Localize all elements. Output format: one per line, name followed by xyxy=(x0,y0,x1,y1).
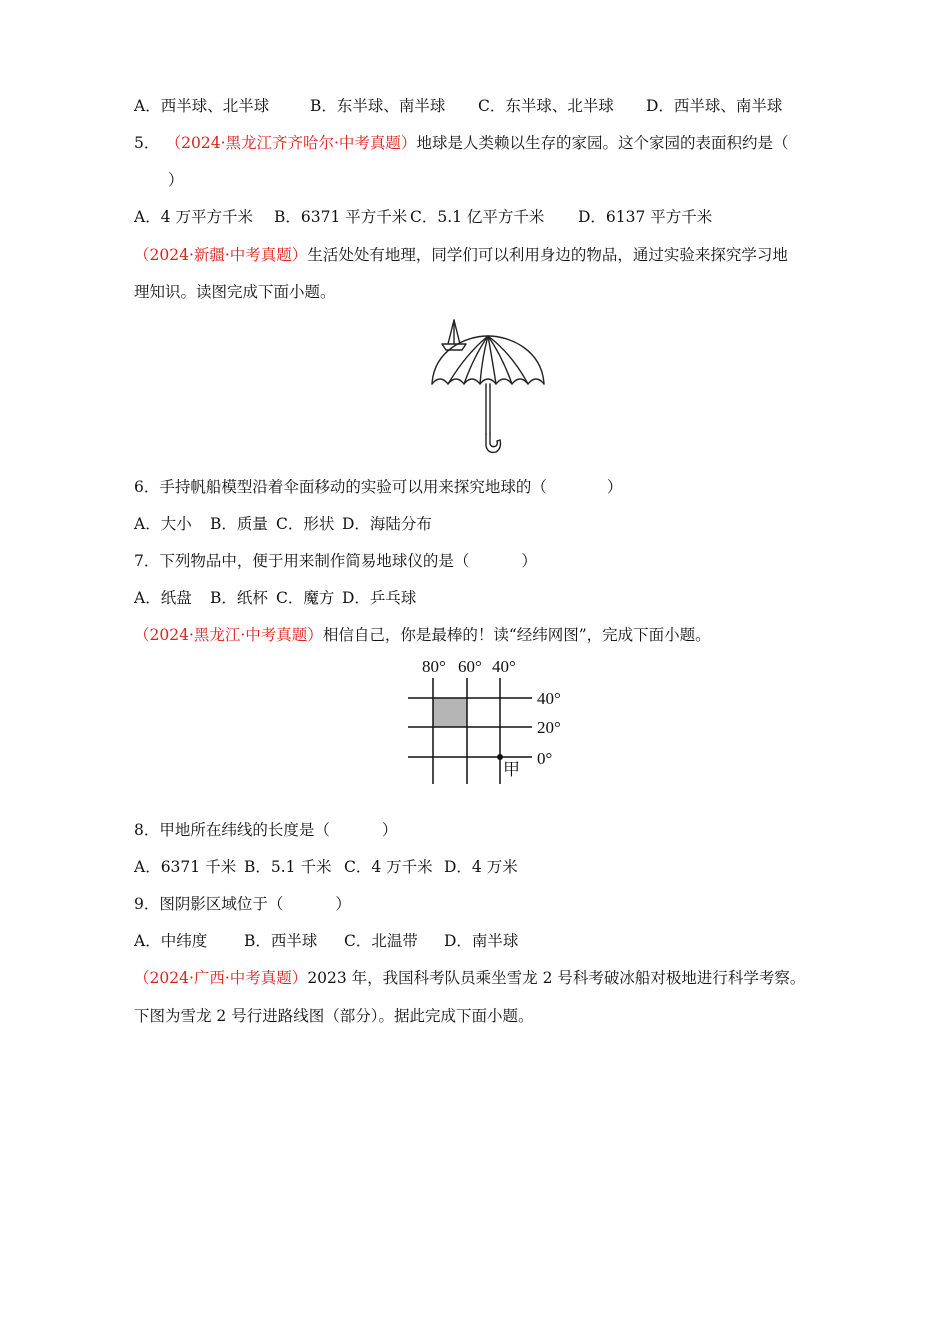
latitude-label-40: 40° xyxy=(537,689,561,708)
q8-options xyxy=(134,857,518,877)
group1-source: （2024·新疆·中考真题） xyxy=(134,246,308,264)
group3-intro xyxy=(134,968,805,988)
q9-option-c[interactable]: C．北温带 xyxy=(344,932,418,950)
q6-options xyxy=(134,514,432,534)
q9-option-a[interactable]: A．中纬度 xyxy=(134,932,208,950)
q7-options xyxy=(134,588,416,608)
q6-option-a[interactable]: A．大小 xyxy=(134,515,192,533)
group2-text: 相信自己，你是最棒的！读“经纬网图”，完成下面小题。 xyxy=(322,626,711,644)
group3-text1: 2023 年，我国科考队员乘坐雪龙 2 号科考破冰船对极地进行科学考察。 xyxy=(307,969,806,987)
q8-option-c[interactable]: C．4 万千米 xyxy=(344,858,433,876)
q7-stem xyxy=(134,551,537,571)
q5-number: 5． xyxy=(134,134,160,152)
q8-option-b[interactable]: B．5.1 千米 xyxy=(244,858,332,876)
q7-option-d[interactable]: D．乒乓球 xyxy=(342,589,417,607)
q7-text: 7．下列物品中，便于用来制作简易地球仪的是（ xyxy=(134,552,470,570)
q8-stem xyxy=(134,820,397,840)
q5-close-paren: ） xyxy=(168,171,184,189)
q6-close-paren: ） xyxy=(606,478,623,496)
q4-option-b[interactable]: B．东半球、南半球 xyxy=(310,97,446,115)
latlong-grid-figure xyxy=(400,652,580,788)
q5-options xyxy=(134,207,712,227)
q9-text: 9．图阴影区域位于（ xyxy=(134,895,284,913)
q5-option-c[interactable]: C．5.1 亿平方千米 xyxy=(410,208,545,226)
q4-options xyxy=(134,96,782,116)
point-jia-label: 甲 xyxy=(503,760,520,779)
group1-text1: 生活处处有地理，同学们可以利用身边的物品，通过实验来探究学习地 xyxy=(307,246,788,264)
q9-option-d[interactable]: D．南半球 xyxy=(444,932,519,950)
q8-option-d[interactable]: D．4 万米 xyxy=(444,858,518,876)
q7-option-b[interactable]: B．纸杯 xyxy=(210,589,268,607)
q4-option-c[interactable]: C．东半球、北半球 xyxy=(478,97,614,115)
q5-option-d[interactable]: D．6137 平方千米 xyxy=(578,208,713,226)
group3-source: （2024·广西·中考真题） xyxy=(134,969,308,987)
q5-source: （2024·黑龙江齐齐哈尔·中考真题） xyxy=(173,134,417,152)
longitude-label-40: 40° xyxy=(492,657,516,676)
group3-text2: 下图为雪龙 2 号行进路线图（部分）。据此完成下面小题。 xyxy=(134,1007,534,1025)
umbrella-figure xyxy=(426,314,550,456)
shaded-cell xyxy=(433,698,467,727)
q7-option-a[interactable]: A．纸盘 xyxy=(134,589,192,607)
longitude-label-80: 80° xyxy=(422,657,446,676)
q7-close-paren: ） xyxy=(521,552,537,570)
q9-close-paren: ） xyxy=(335,895,351,913)
q6-option-b[interactable]: B．质量 xyxy=(210,515,268,533)
latitude-label-20: 20° xyxy=(537,718,561,737)
q9-option-b[interactable]: B．西半球 xyxy=(244,932,318,950)
q4-option-d[interactable]: D．西半球、南半球 xyxy=(646,97,783,115)
q8-option-a[interactable]: A．6371 千米 xyxy=(134,858,237,876)
group2-source: （2024·黑龙江·中考真题） xyxy=(134,626,323,644)
latitude-label-0: 0° xyxy=(537,749,553,768)
longitude-label-60: 60° xyxy=(458,657,482,676)
q6-option-c[interactable]: C．形状 xyxy=(276,515,335,533)
q5-text: 地球是人类赖以生存的家园。这个家园的表面积约是（ xyxy=(416,134,789,152)
group1-text2: 理知识。读图完成下面小题。 xyxy=(134,283,336,301)
q6-option-d[interactable]: D．海陆分布 xyxy=(342,515,432,533)
q5-option-a[interactable]: A．4 万平方千米 xyxy=(134,208,253,226)
q6-text: 6．手持帆船模型沿着伞面移动的实验可以用来探究地球的（ xyxy=(134,478,547,496)
q7-option-c[interactable]: C．魔方 xyxy=(276,589,335,607)
q4-option-a[interactable]: A．西半球、北半球 xyxy=(134,97,270,115)
group2-intro xyxy=(134,625,711,645)
q9-options xyxy=(134,931,518,951)
q6-stem xyxy=(134,477,622,497)
q8-text: 8．甲地所在纬线的长度是（ xyxy=(134,821,330,839)
group1-intro xyxy=(134,245,788,265)
q5-option-b[interactable]: B．6371 平方千米 xyxy=(274,208,408,226)
q8-close-paren: ） xyxy=(381,821,398,839)
q5-stem xyxy=(134,133,788,153)
q9-stem xyxy=(134,894,351,914)
